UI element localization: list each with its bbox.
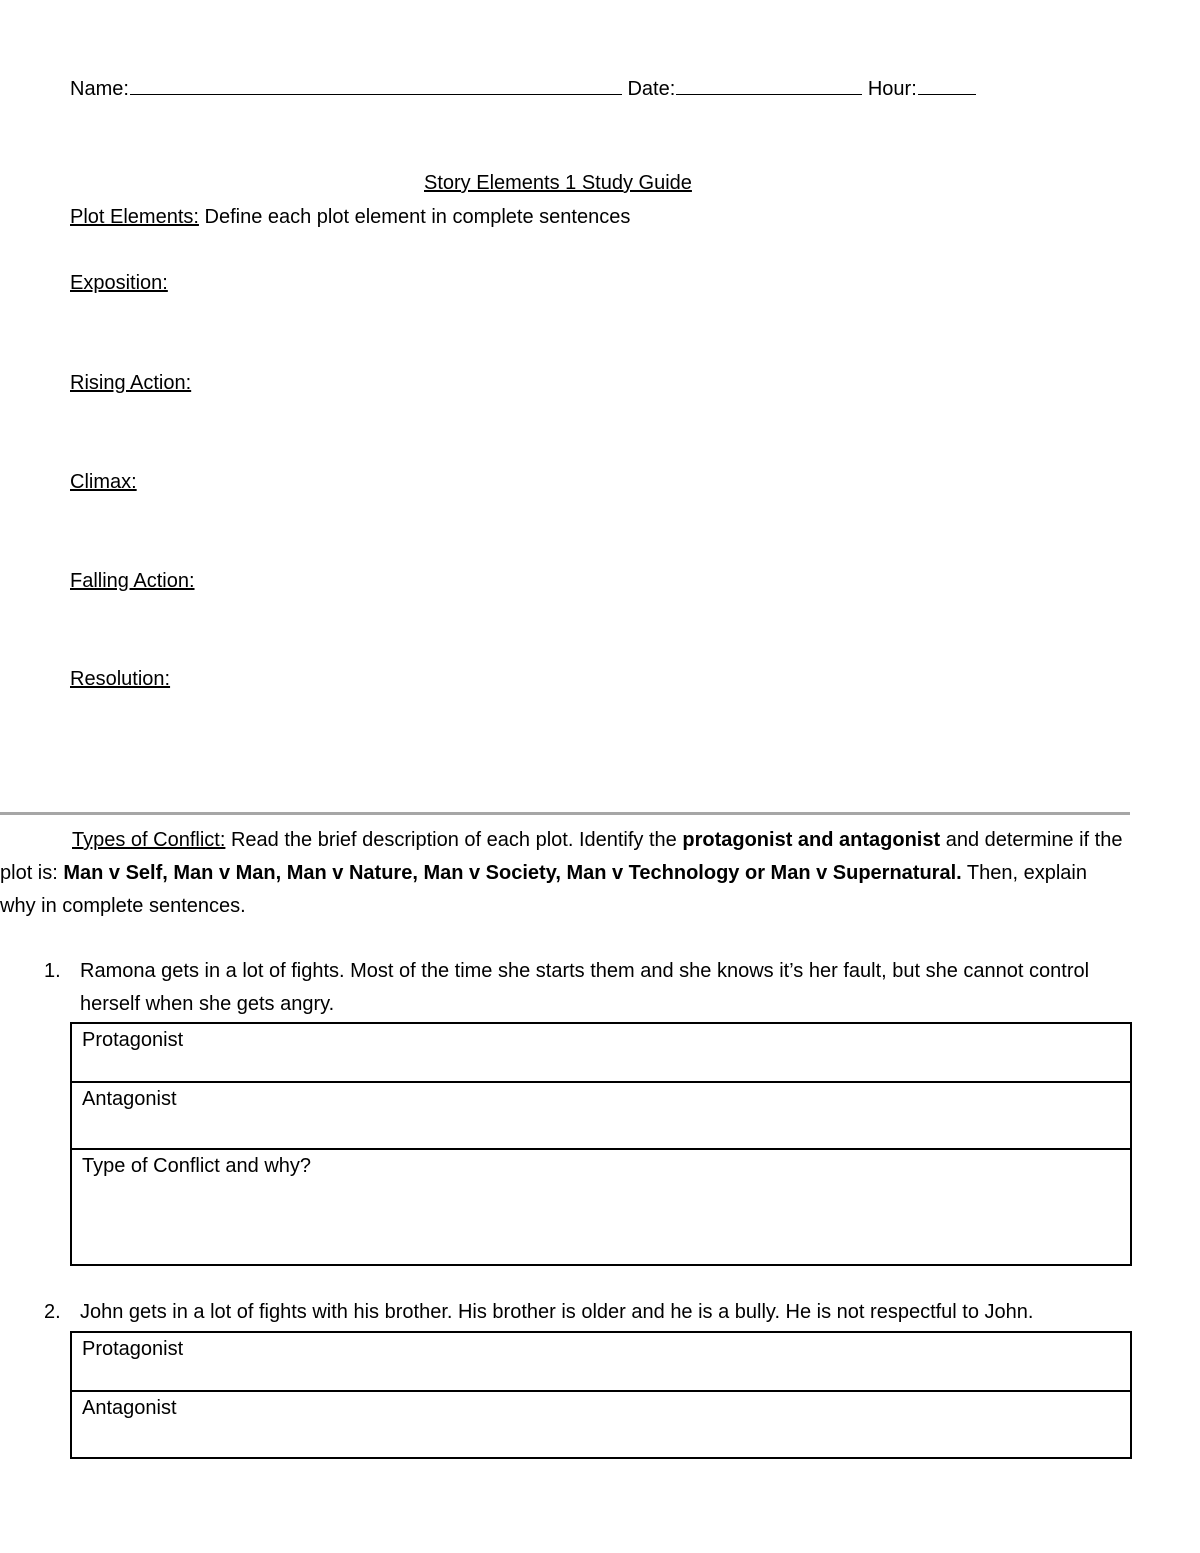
question-2-number: 2. [44,1301,61,1323]
name-label: Name: [70,78,129,100]
plot-element-exposition: Exposition: [70,272,168,294]
question-2-antagonist-cell[interactable] [71,1391,1131,1458]
question-1-text: Ramona gets in a lot of fights. Most of the time she starts them and she knows it’s her fault, but she cannot control herself when she gets angry. [80,960,1090,1015]
conflict-type-label: Type of Conflict and why? [82,1155,312,1177]
question-2-answer-table [70,1331,1132,1459]
plot-elements-instruction: Define each plot element in complete sentences [198,206,631,228]
question-1-antagonist-cell[interactable] [71,1082,1131,1149]
question-2-protagonist-cell[interactable] [71,1332,1131,1391]
question-1-protagonist-cell[interactable] [71,1023,1131,1082]
date-label: Date: [627,78,676,100]
plot-elements-label: Plot Elements: [70,206,199,228]
conflict-text-3: Then, explain why in complete sentences. [0,862,1087,917]
plot-element-falling-action: Falling Action: [70,570,195,592]
name-line [70,74,976,101]
section-divider [0,812,1130,815]
antagonist-label: Antagonist [82,1088,177,1110]
question-1-number: 1. [44,960,61,982]
conflict-text-2: and determine if the plot is: [0,829,1123,884]
question-2-text: John gets in a lot of fights with his brother. His brother is older and he is a bully. He is not respectful to John. [80,1301,1034,1323]
protagonist-label: Protagonist [82,1029,184,1051]
protagonist-label: Protagonist [82,1338,184,1360]
conflict-types-list: Man v Self, Man v Man, Man v Nature, Man v Society, Man v Technology or Man v Supernatural. [63,862,962,884]
date-blank[interactable] [676,74,862,95]
conflict-text-1: Read the brief description of each plot. Identify the [225,829,683,851]
antagonist-label: Antagonist [82,1397,177,1419]
conflict-instructions [0,824,1128,923]
plot-element-resolution: Resolution: [70,668,171,690]
hour-blank[interactable] [918,74,976,95]
plot-element-climax: Climax: [70,471,137,493]
page-title: Story Elements 1 Study Guide [424,172,692,194]
plot-elements-heading [70,206,630,229]
name-blank[interactable] [130,74,622,95]
question-1-conflict-cell[interactable] [71,1149,1131,1265]
question-1-answer-table [70,1022,1132,1266]
conflict-heading: Types of Conflict: [72,829,226,851]
hour-label: Hour: [867,78,917,100]
conflict-bold-1: protagonist and antagonist [682,829,941,851]
plot-element-rising-action: Rising Action: [70,372,192,394]
